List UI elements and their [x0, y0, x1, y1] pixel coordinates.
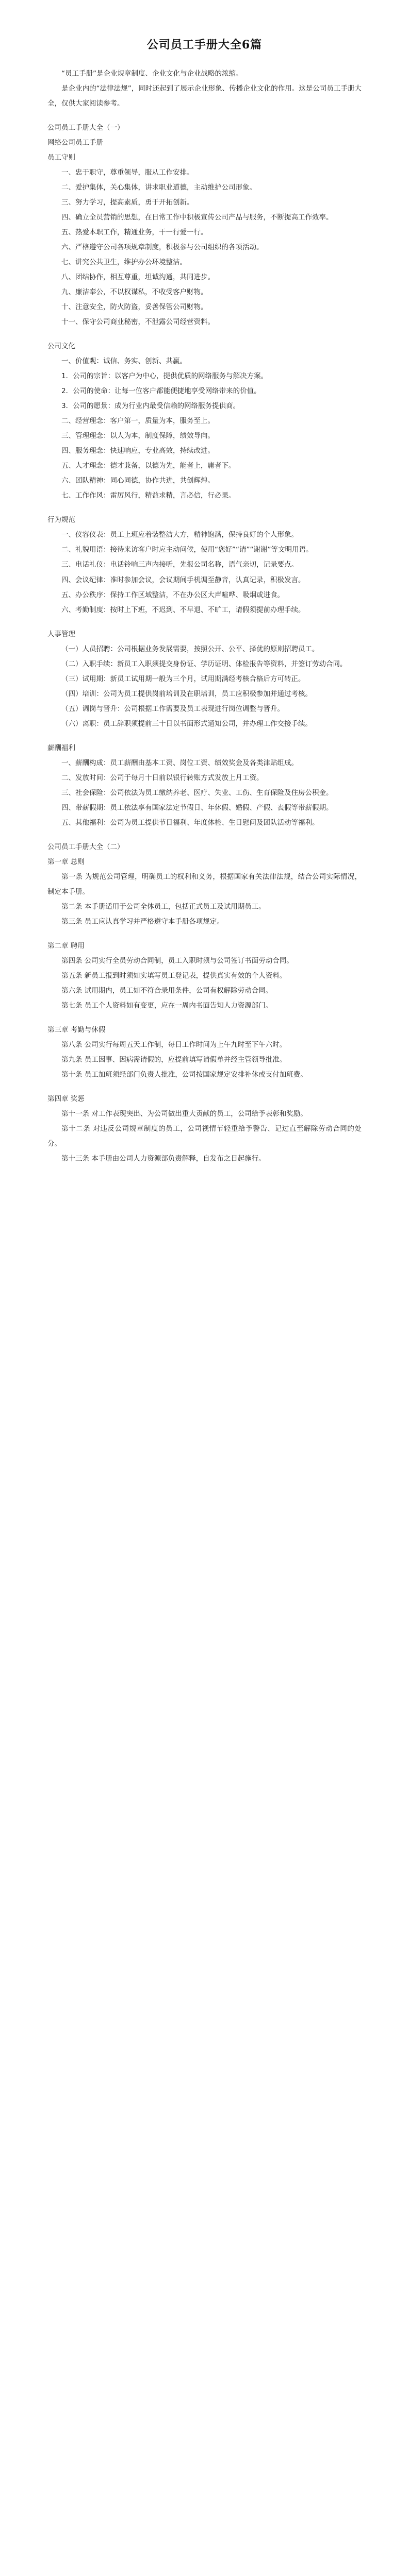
intro-paragraph: “员工手册”是企业规章制度、企业文化与企业战略的浓缩。	[61, 70, 243, 78]
section-gap	[47, 111, 362, 121]
rule-paragraph: 十一、保守公司商业秘密，不泄露公司经营资料。	[61, 318, 215, 327]
salary-paragraph: 一、薪酬构成：员工薪酬由基本工资、岗位工资、绩效奖金及各类津贴组成。	[61, 758, 298, 767]
document-title: 公司员工手册大全6篇	[146, 38, 263, 52]
section-gap	[47, 503, 362, 513]
section-title: 人事管理	[47, 630, 75, 638]
chapter-title: 第二章 聘用	[47, 941, 85, 950]
hr-paragraph: （四）培训：公司为员工提供岗前培训及在职培训，员工应积极参加并通过考核。	[61, 689, 312, 698]
chapter-paragraph: 第九条 员工因事、因病需请假的，应提前填写请假单并经主管领导批准。	[61, 1055, 287, 1064]
section-gap	[47, 831, 362, 840]
chapter-paragraph: 第十一条 对工作表现突出、为公司做出重大贡献的员工，公司给予表彰和奖励。	[61, 1110, 307, 1118]
hr-paragraph: （一）人员招聘：公司根据业务发展需要，按照公开、公平、择优的原则招聘员工。	[61, 645, 319, 653]
culture-paragraph: 二、经营理念：客户第一，质量为本，服务至上。	[61, 417, 215, 426]
article-heading: 公司员工手册大全（一）	[47, 124, 124, 132]
rule-paragraph: 八、团结协作，相互尊重，坦诚沟通，共同进步。	[61, 273, 215, 282]
salary-paragraph: 二、发放时间：公司于每月十日前以银行转账方式发放上月工资。	[61, 773, 264, 782]
chapter-paragraph: 第四条 公司实行全员劳动合同制，员工入职时须与公司签订书面劳动合同。	[61, 956, 293, 965]
section-gap	[47, 618, 362, 627]
rule-paragraph: 一、忠于职守，尊重领导，服从工作安排。	[61, 168, 194, 177]
conduct-paragraph: 六、考勤制度：按时上下班，不迟到、不早退、不旷工，请假须提前办理手续。	[61, 605, 305, 614]
chapter-paragraph: 第三条 员工应认真学习并严格遵守本手册各项规定。	[61, 917, 224, 926]
culture-paragraph: 一、价值观：诚信、务实、创新、共赢。	[61, 357, 187, 366]
rule-paragraph: 三、努力学习，提高素质，勇于开拓创新。	[61, 198, 194, 207]
rule-paragraph: 七、讲究公共卫生，维护办公环境整洁。	[61, 258, 187, 267]
section-title: 公司文化	[47, 342, 75, 351]
conduct-paragraph: 二、礼貌用语：接待来访客户时应主动问候，使用“您好”“请”“谢谢”等文明用语。	[61, 546, 313, 554]
hr-paragraph: （三）试用期：新员工试用期一般为三个月，试用期满经考核合格后方可转正。	[61, 674, 305, 683]
chapter-paragraph: 第七条 员工个人资料如有变更，应在一周内书面告知人力资源部门。	[61, 1001, 273, 1010]
rule-paragraph: 九、廉洁奉公，不以权谋私，不收受客户财物。	[61, 288, 208, 297]
conduct-paragraph: 四、会议纪律：准时参加会议，会议期间手机调至静音，认真记录，积极发言。	[61, 575, 305, 584]
rule-paragraph: 五、热爱本职工作，精通业务，干一行爱一行。	[61, 228, 208, 237]
culture-paragraph: 四、服务理念：快速响应，专业高效，持续改进。	[61, 447, 215, 455]
culture-paragraph: 七、工作作风：雷厉风行，精益求精，言必信，行必果。	[61, 492, 236, 500]
hr-paragraph: （二）入职手续：新员工入职须提交身份证、学历证明、体检报告等资料，并签订劳动合同。	[61, 659, 347, 668]
chapter-paragraph: 第一条 为规范公司管理，明确员工的权利和义务，根据国家有关法律法规，结合公司实际情况，制定本手册。	[47, 872, 362, 896]
chapter-title: 第四章 奖惩	[47, 1094, 85, 1103]
culture-paragraph: 六、团队精神：同心同德，协作共进，共创辉煌。	[61, 477, 215, 485]
salary-paragraph: 三、社会保险：公司依法为员工缴纳养老、医疗、失业、工伤、生育保险及住房公积金。	[61, 788, 333, 797]
chapter-paragraph: 第五条 新员工报到时须如实填写员工登记表，提供真实有效的个人资料。	[61, 971, 287, 980]
chapter-title: 第一章 总则	[47, 857, 85, 866]
culture-paragraph: 3．公司的愿景：成为行业内最受信赖的网络服务提供商。	[61, 402, 240, 411]
chapter-paragraph: 第八条 公司实行每周五天工作制，每日工作时间为上午九时至下午六时。	[61, 1040, 287, 1049]
salary-paragraph: 五、其他福利：公司为员工提供节日福利、年度体检、生日慰问及团队活动等福利。	[61, 818, 319, 827]
article-subtitle: 网络公司员工手册	[47, 139, 103, 147]
chapter-paragraph: 第十二条 对违反公司规章制度的员工，公司视情节轻重给予警告、记过直至解除劳动合同的处分。	[47, 1125, 362, 1148]
hr-paragraph: （五）调岗与晋升：公司根据工作需要及员工表现进行岗位调整与晋升。	[61, 704, 284, 713]
section-title: 员工守则	[47, 154, 75, 162]
hr-paragraph: （六）离职：员工辞职须提前三十日以书面形式通知公司，并办理工作交接手续。	[61, 719, 312, 728]
section-title: 行为规范	[47, 516, 75, 524]
intro-paragraph: 是企业内的“法律法规”，同时还起到了展示企业形象、传播企业文化的作用。这是公司员工手册大全，仅供大家阅读参考。	[47, 84, 362, 108]
culture-paragraph: 三、管理理念：以人为本，制度保障，绩效导向。	[61, 432, 215, 440]
chapter-title: 第三章 考勤与休假	[47, 1025, 106, 1034]
chapter-paragraph: 第十条 员工加班须经部门负责人批准，公司按国家规定安排补休或支付加班费。	[61, 1070, 307, 1079]
section-gap	[47, 929, 362, 939]
section-title: 薪酬福利	[47, 743, 75, 752]
rule-paragraph: 四、确立全员营销的思想，在日常工作中积极宣传公司产品与服务，不断提高工作效率。	[61, 213, 333, 222]
chapter-paragraph: 第十三条 本手册由公司人力资源部负责解释，自发布之日起施行。	[61, 1155, 266, 1163]
conduct-paragraph: 五、办公秩序：保持工作区域整洁，不在办公区大声喧哗、吸烟或进食。	[61, 590, 284, 599]
chapter-paragraph: 第二条 本手册适用于公司全体员工，包括正式员工及试用期员工。	[61, 902, 266, 911]
section-gap	[47, 330, 362, 339]
rule-paragraph: 六、严格遵守公司各项规章制度，积极参与公司组织的各项活动。	[61, 243, 264, 252]
section-gap	[47, 1013, 362, 1023]
chapter-paragraph: 第六条 试用期内，员工如不符合录用条件，公司有权解除劳动合同。	[61, 986, 273, 995]
culture-paragraph: 2．公司的使命：让每一位客户都能便捷地享受网络带来的价值。	[61, 387, 261, 396]
conduct-paragraph: 一、仪容仪表：员工上班应着装整洁大方，精神饱满，保持良好的个人形象。	[61, 531, 298, 539]
rule-paragraph: 十、注意安全，防火防盗，妥善保管公司财物。	[61, 303, 208, 312]
article-heading: 公司员工手册大全（二）	[47, 842, 124, 851]
conduct-paragraph: 三、电话礼仪：电话铃响三声内接听，先报公司名称，语气亲切，记录要点。	[61, 561, 298, 569]
salary-paragraph: 四、带薪假期：员工依法享有国家法定节假日、年休假、婚假、产假、丧假等带薪假期。	[61, 803, 333, 812]
section-gap	[47, 1082, 362, 1092]
rule-paragraph: 二、爱护集体，关心集体，讲求职业道德，主动维护公司形象。	[61, 183, 256, 192]
section-gap	[47, 1166, 362, 1176]
culture-paragraph: 五、人才理念：德才兼备，以德为先，能者上，庸者下。	[61, 462, 236, 470]
document-body	[47, 66, 362, 1176]
section-gap	[47, 732, 362, 741]
culture-paragraph: 1．公司的宗旨：以客户为中心，提供优质的网络服务与解决方案。	[61, 372, 268, 381]
